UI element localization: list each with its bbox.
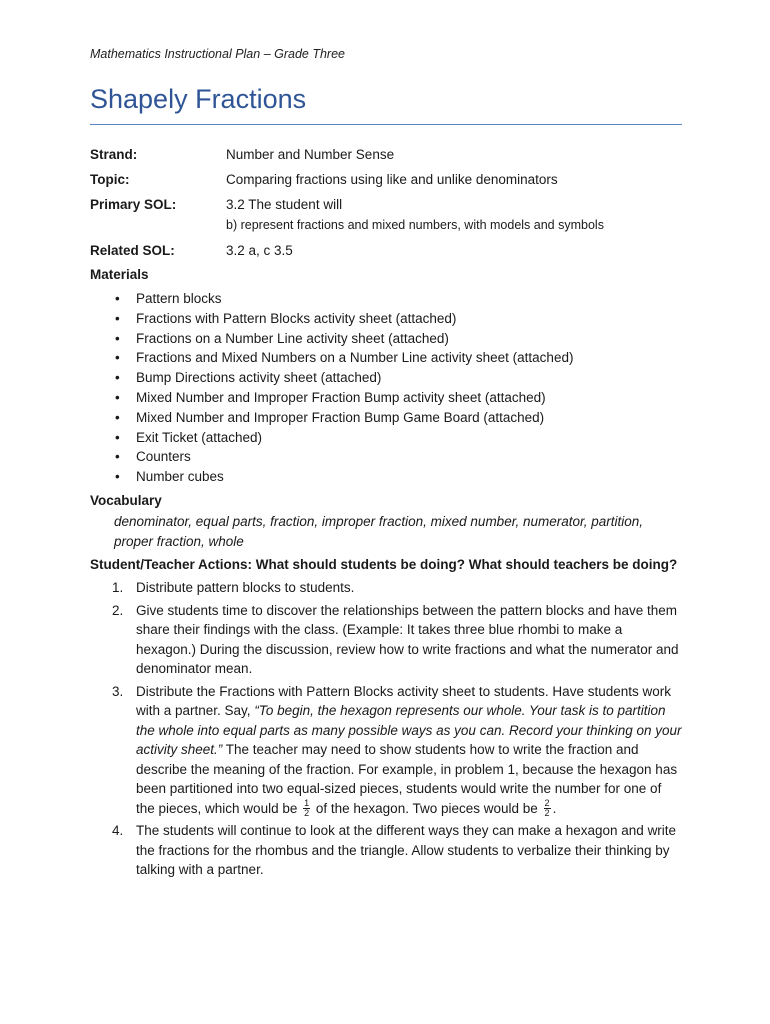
vocabulary-text: denominator, equal parts, fraction, improper fraction, mixed number, numerator, partition, proper fraction, whole bbox=[114, 514, 644, 549]
list-item: • Exit Ticket (attached) bbox=[90, 428, 573, 448]
item-number: 2. bbox=[112, 602, 124, 618]
fraction-two-halves bbox=[544, 799, 551, 818]
materials-heading: Materials bbox=[90, 267, 149, 282]
strand-label: Strand: bbox=[90, 147, 138, 162]
fraction-numerator: 2 bbox=[544, 798, 550, 809]
title-divider bbox=[90, 124, 682, 125]
primary-sol-value: 3.2 The student will bbox=[226, 197, 343, 212]
vocabulary-heading: Vocabulary bbox=[90, 493, 162, 508]
item-text-part: Distribute the Fractions with Pattern Blocks activity sheet to students. Have students work with a partner. Say, bbox=[136, 683, 671, 718]
actions-list bbox=[90, 578, 682, 883]
topic-value: Comparing fractions using like and unlike denominators bbox=[226, 172, 558, 187]
teacher-quote: “To begin, the hexagon represents our whole. Your task is to partition the whole into equal parts as many possible ways as you can. Record your thinking on your activity sheet.” bbox=[136, 703, 682, 757]
item-number: 4. bbox=[112, 823, 124, 839]
item-number: 3. bbox=[112, 683, 124, 699]
item-text: Give students time to discover the relationships between the pattern blocks and have them share their findings with the class. (Example: It takes three blue rhombi to make a hexagon.) During the discussion, review how to write fractions and what the numerator and denominator mean. bbox=[136, 602, 679, 676]
fraction-denominator: 2 bbox=[304, 808, 310, 819]
list-item: • Number cubes bbox=[90, 467, 573, 487]
list-item: • Fractions with Pattern Blocks activity sheet (attached) bbox=[90, 309, 573, 329]
fraction-denominator: 2 bbox=[544, 808, 550, 819]
list-item bbox=[90, 821, 682, 880]
list-item: • Mixed Number and Improper Fraction Bump Game Board (attached) bbox=[90, 408, 573, 428]
item-text-part: of the hexagon. Two pieces would be bbox=[312, 800, 542, 816]
item-text-part: . bbox=[552, 800, 557, 816]
item-number: 1. bbox=[112, 580, 124, 595]
related-sol-value: 3.2 a, c 3.5 bbox=[226, 243, 293, 258]
primary-sol-label: Primary SOL: bbox=[90, 197, 177, 212]
actions-heading: Student/Teacher Actions: What should students be doing? What should teachers be doing? bbox=[90, 557, 678, 572]
list-item: • Pattern blocks bbox=[90, 289, 573, 309]
list-item: • Bump Directions activity sheet (attached) bbox=[90, 368, 573, 388]
item-text: Distribute pattern blocks to students. bbox=[136, 580, 355, 595]
fraction-numerator: 1 bbox=[304, 798, 310, 809]
list-item: • Mixed Number and Improper Fraction Bump activity sheet (attached) bbox=[90, 388, 573, 408]
fraction-one-half bbox=[303, 799, 310, 818]
page-header: Mathematics Instructional Plan – Grade Three bbox=[90, 47, 345, 61]
topic-label: Topic: bbox=[90, 172, 130, 187]
list-item bbox=[90, 578, 682, 598]
item-text-part: The teacher may need to show students how to write the fraction and describe the meaning of the fraction. For example, in problem 1, because the hexagon has been partitioned into two equal-sized pieces, students would write the number for one of the pieces, which would be bbox=[136, 742, 678, 816]
list-item: • Fractions on a Number Line activity sheet (attached) bbox=[90, 329, 573, 349]
related-sol-label: Related SOL: bbox=[90, 243, 175, 258]
page-title: Shapely Fractions bbox=[90, 84, 307, 114]
list-item bbox=[90, 601, 682, 679]
primary-sol-subitem: b) represent fractions and mixed numbers, with models and symbols bbox=[226, 218, 604, 232]
list-item: • Fractions and Mixed Numbers on a Number Line activity sheet (attached) bbox=[90, 348, 573, 368]
list-item: • Counters bbox=[90, 447, 573, 467]
list-item bbox=[90, 682, 682, 819]
strand-value: Number and Number Sense bbox=[226, 147, 395, 162]
item-text: The students will continue to look at the different ways they can make a hexagon and write the fractions for the rhombus and the triangle. Allow students to verbalize their thinking by talking with a partner. bbox=[136, 823, 677, 878]
materials-list bbox=[90, 289, 573, 487]
